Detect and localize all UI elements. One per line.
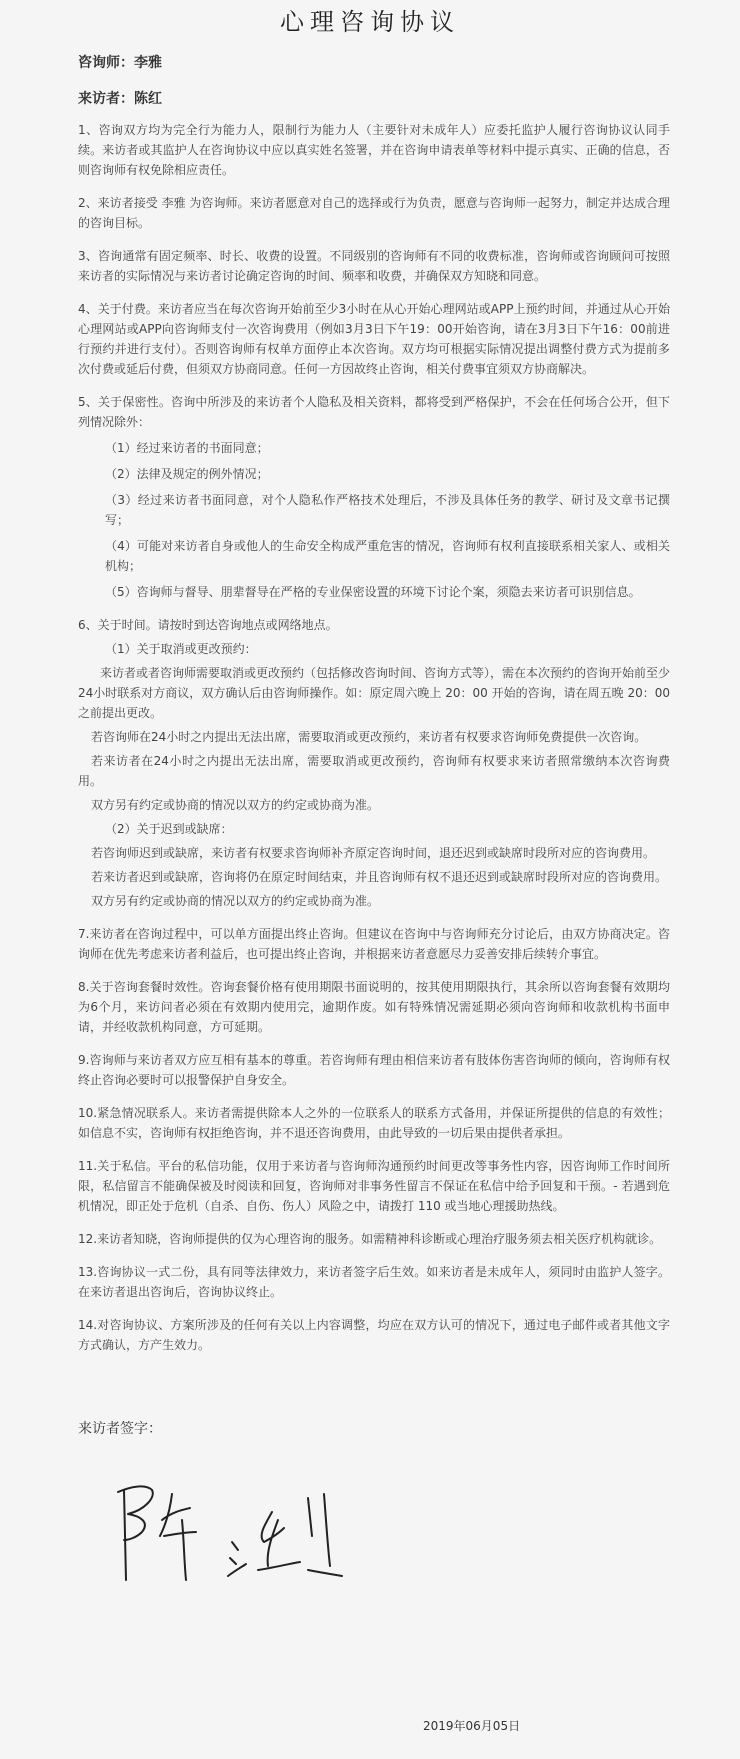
clause-3: 3、咨询通常有固定频率、时长、收费的设置。不同级别的咨询师有不同的收费标准，咨询师或咨询顾问可按照来访者的实际情况与来访者讨论确定咨询的时间、频率和收费，并确保双方知晓和同意。 bbox=[78, 249, 670, 283]
clause-10: 10.紧急情况联系人。来访者需提供除本人之外的一位联系人的联系方式备用，并保证所提供的信息的有效性；如信息不实，咨询师有权拒绝咨询，并不退还咨询费用，由此导致的一切后果由提供者承担。 bbox=[78, 1106, 670, 1140]
clause-6 bbox=[78, 615, 670, 911]
agreement-body bbox=[78, 120, 670, 1368]
consultant-line: 咨询师：李雅 bbox=[78, 55, 162, 71]
clause-6-text: 来访者或者咨询师需要取消或更改预约（包括修改咨询时间、咨询方式等），需在本次预约的咨询开始前至少24小时联系对方商议，双方确认后由咨询师操作。如：原定周六晚上 20：00 开始的咨询，请在周五晚 20：00 之前提出更改。 bbox=[78, 666, 671, 720]
clause-13: 13.咨询协议一式二份，具有同等法律效力，来访者签字后生效。如来访者是未成年人，须同时由监护人签字。在来访者退出咨询后，咨询协议终止。 bbox=[78, 1265, 670, 1299]
clause-5 bbox=[78, 392, 670, 602]
clause-5-item: （1）经过来访者的书面同意； bbox=[105, 441, 269, 455]
clause-6-text: 双方另有约定或协商的情况以双方的约定或协商为准。 bbox=[91, 894, 380, 908]
clause-9: 9.咨询师与来访者双方应互相有基本的尊重。若咨询师有理由相信来访者有肢体伤害咨询师的倾向，咨询师有权终止咨询必要时可以报警保护自身安全。 bbox=[78, 1053, 670, 1087]
clause-5-intro: 5、关于保密性。咨询中所涉及的来访者个人隐私及相关资料，都将受到严格保护，不会在任何场合公开，但下列情况除外： bbox=[78, 395, 670, 429]
clause-5-item: （3）经过来访者书面同意，对个人隐私作严格技术处理后，不涉及具体任务的教学、研讨及文章书记撰写； bbox=[105, 493, 670, 527]
clause-6-subheading: （2）关于迟到或缺席： bbox=[105, 822, 233, 836]
clause-5-item: （2）法律及规定的例外情况； bbox=[105, 467, 269, 481]
clause-6-text: 若咨询师迟到或缺席，来访者有权要求咨询师补齐原定咨询时间，退还迟到或缺席时段所对应的咨询费用。 bbox=[91, 846, 656, 860]
clause-6-text: 若咨询师在24小时之内提出无法出席，需要取消或更改预约，来访者有权要求咨询师免费提供一次咨询。 bbox=[91, 730, 647, 744]
clause-12: 12.来访者知晓，咨询师提供的仅为心理咨询的服务。如需精神科诊断或心理治疗服务须去相关医疗机构就诊。 bbox=[78, 1232, 662, 1246]
handwritten-signature bbox=[112, 1480, 352, 1590]
clause-11: 11.关于私信。平台的私信功能，仅用于来访者与咨询师沟通预约时间更改等事务性内容，因咨询师工作时间所限，私信留言不能确保被及时阅读和回复，咨询师对非事务性留言不保证在私信中给予回复和干预。- 若遇到危机情况，即正处于危机（自杀、自伤、伤人）风险之中，请拨打 110 或当地心理援助热线。 bbox=[78, 1159, 670, 1213]
clause-2: 2、来访者接受 李雅 为咨询师。来访者愿意对自己的选择或行为负责，愿意与咨询师一起努力，制定并达成合理的咨询目标。 bbox=[78, 196, 670, 230]
clause-5-item: （4）可能对来访者自身或他人的生命安全构成严重危害的情况，咨询师有权利直接联系相关家人、或相关机构； bbox=[105, 539, 670, 573]
clause-14: 14.对咨询协议、方案所涉及的任何有关以上内容调整，均应在双方认可的情况下，通过电子邮件或者其他文字方式确认，方产生效力。 bbox=[78, 1318, 670, 1352]
clause-7: 7.来访者在咨询过程中，可以单方面提出终止咨询。但建议在咨询中与咨询师充分讨论后，由双方协商决定。咨询师在优先考虑来访者利益后，也可提出终止咨询，并根据来访者意愿尽力妥善安排后续转介事宜。 bbox=[78, 927, 670, 961]
signature-label: 来访者签字： bbox=[78, 1421, 162, 1437]
clause-5-item: （5）咨询师与督导、朋辈督导在严格的专业保密设置的环境下讨论个案，须隐去来访者可识别信息。 bbox=[105, 585, 641, 599]
clause-6-subheading: （1）关于取消或更改预约： bbox=[105, 642, 257, 656]
clause-6-text: 若来访者在24小时之内提出无法出席，需要取消或更改预约，咨询师有权要求来访者照常缴纳本次咨询费用。 bbox=[78, 754, 670, 788]
clause-6-text: 双方另有约定或协商的情况以双方的约定或协商为准。 bbox=[91, 798, 380, 812]
signature-date: 2019年06月05日 bbox=[423, 1719, 521, 1733]
clause-4: 4、关于付费。来访者应当在每次咨询开始前至少3小时在从心开始心理网站或APP上预约时间，并通过从心开始心理网站或APP向咨询师支付一次咨询费用（例如3月3日下午19：00开始咨询，请在3月3日下午16：00前进行预约并进行支付）。否则咨询师有权单方面停止本次咨询。双方均可根据实际情况提出调整付费方式为提前多次付费或延后付费，但须双方协商同意。任何一方因故终止咨询，相关付费事宜须双方协商解决。 bbox=[78, 302, 670, 376]
visitor-line: 来访者：陈红 bbox=[78, 91, 162, 107]
document-title: 心理咨询协议 bbox=[280, 8, 460, 36]
clause-1: 1、咨询双方均为完全行为能力人，限制行为能力人（主要针对未成年人）应委托监护人履行咨询协议认同手续。来访者或其监护人在咨询协议中应以真实姓名签署，并在咨询申请表单等材料中提示真实、正确的信息，否则咨询师有权免除相应责任。 bbox=[78, 123, 670, 177]
clause-8: 8.关于咨询套餐时效性。咨询套餐价格有使用期限书面说明的，按其使用期限执行，其余所以咨询套餐有效期均为6个月，来访问者必须在有效期内使用完，逾期作废。如有特殊情况需延期必须向咨询师和收款机构书面申请，并经收款机构同意，方可延期。 bbox=[78, 980, 670, 1034]
clause-6-intro: 6、关于时间。请按时到达咨询地点或网络地点。 bbox=[78, 618, 338, 632]
clause-6-text: 若来访者迟到或缺席，咨询将仍在原定时间结束，并且咨询师有权不退还迟到或缺席时段所对应的咨询费用。 bbox=[91, 870, 668, 884]
